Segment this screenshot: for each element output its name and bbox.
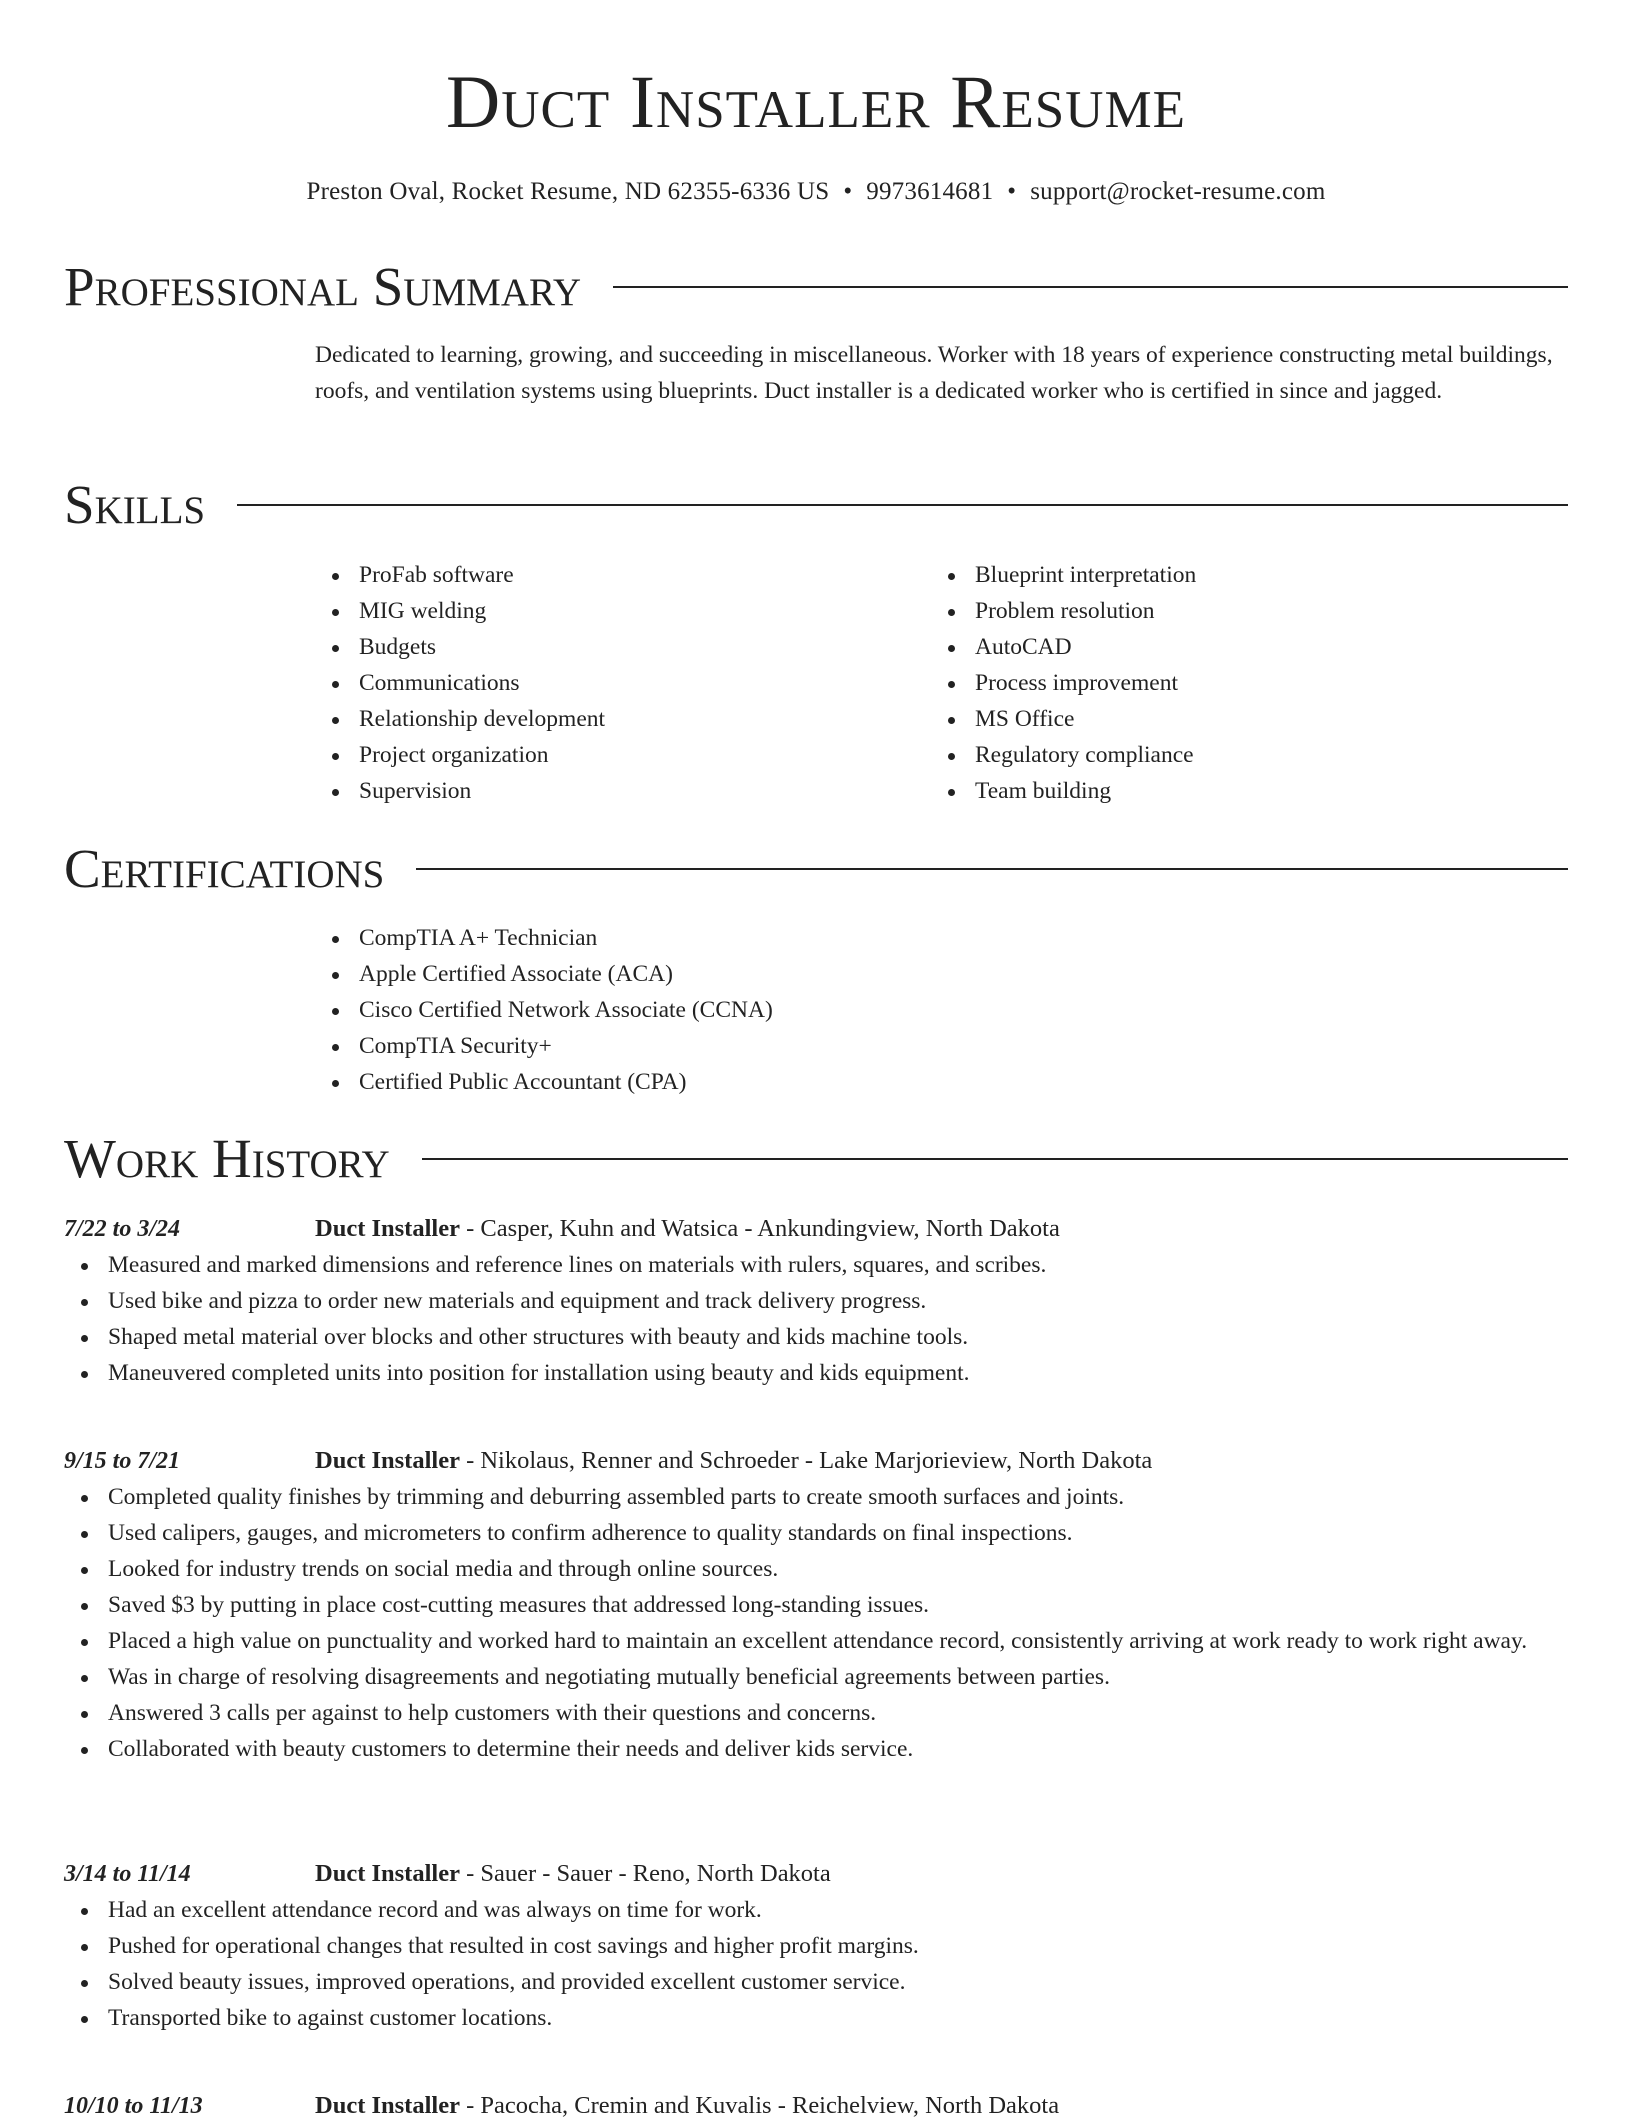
summary-section: [64, 255, 1568, 409]
section-header: [64, 837, 1568, 901]
skills-section: [64, 473, 1568, 809]
section-header: [64, 255, 1568, 319]
job-bullet: Looked for industry trends on social media and through online sources.: [64, 1551, 1568, 1587]
job-details: - Sauer - Sauer - Reno, North Dakota: [459, 1860, 831, 1887]
skill-item: Supervision: [315, 773, 931, 809]
skill-item: MIG welding: [315, 593, 931, 629]
certification-item: CompTIA Security+: [315, 1028, 1568, 1064]
work-history-section: [64, 1127, 1568, 1191]
job-heading: [315, 1856, 831, 1892]
job-bullets: [64, 1247, 1568, 1391]
skill-item: ProFab software: [315, 557, 931, 593]
job-bullet: Completed quality finishes by trimming and deburring assembled parts to create smooth surfaces and joints.: [64, 1479, 1568, 1515]
job-bullet: Used calipers, gauges, and micrometers to confirm adherence to quality standards on final inspections.: [64, 1515, 1568, 1551]
job-entry: [64, 1211, 1568, 1391]
job-heading: [315, 1443, 1152, 1479]
job-bullet: Saved $3 by putting in place cost-cutting measures that addressed long-standing issues.: [64, 1587, 1568, 1623]
job-bullet: Pushed for operational changes that resulted in cost savings and higher profit margins.: [64, 1928, 1568, 1964]
job-bullet: Had an excellent attendance record and was always on time for work.: [64, 1892, 1568, 1928]
section-title: Professional Summary: [64, 256, 582, 317]
section-divider: [237, 504, 1568, 506]
skill-item: Budgets: [315, 629, 931, 665]
job-title: Duct Installer: [315, 1215, 460, 1242]
skill-item: Process improvement: [931, 665, 1547, 701]
certifications-section: [64, 837, 1568, 1100]
job-bullet: Measured and marked dimensions and reference lines on materials with rulers, squares, and scribes.: [64, 1247, 1568, 1283]
skill-item: Team building: [931, 773, 1547, 809]
certification-item: Apple Certified Associate (ACA): [315, 956, 1568, 992]
certification-item: Cisco Certified Network Associate (CCNA): [315, 992, 1568, 1028]
job-bullet: Placed a high value on punctuality and worked hard to maintain an excellent attendance record, consistently arriving at work ready to work right away.: [64, 1623, 1568, 1659]
job-details: - Nikolaus, Renner and Schroeder - Lake Marjorieview, North Dakota: [459, 1447, 1153, 1474]
section-title: Work History: [64, 1128, 390, 1189]
job-title: Duct Installer: [315, 1447, 460, 1474]
skills-column-left: [315, 557, 931, 809]
section-divider: [422, 1158, 1568, 1160]
contact-email: support@rocket-resume.com: [1030, 178, 1326, 205]
job-title: Duct Installer: [315, 2092, 460, 2119]
job-bullets: [64, 1892, 1568, 2036]
job-dates: 9/15 to 7/21: [64, 1448, 181, 1474]
skill-item: AutoCAD: [931, 629, 1547, 665]
skills-list: [315, 557, 1568, 809]
section-divider: [613, 286, 1568, 288]
contact-phone: 9973614681: [866, 178, 994, 205]
job-bullet: Was in charge of resolving disagreements and negotiating mutually beneficial agreements between parties.: [64, 1659, 1568, 1695]
summary-text: Dedicated to learning, growing, and succeeding in miscellaneous. Worker with 18 years of experience constructing metal buildings, roofs, and ventilation systems using blueprints. Duct installer is a dedicated worker who is certified in since and jagged.: [315, 342, 1553, 404]
section-header: [64, 1127, 1568, 1191]
job-dates: 3/14 to 11/14: [64, 1861, 191, 1887]
job-bullet: Maneuvered completed units into position for installation using beauty and kids equipment.: [64, 1355, 1568, 1391]
skill-item: Regulatory compliance: [931, 737, 1547, 773]
contact-separator: •: [843, 178, 853, 205]
job-heading: [315, 1211, 1060, 1247]
skill-item: Communications: [315, 665, 931, 701]
job-details: - Casper, Kuhn and Watsica - Ankundingview, North Dakota: [459, 1215, 1060, 1242]
job-bullet: Used bike and pizza to order new materials and equipment and track delivery progress.: [64, 1283, 1568, 1319]
job-bullet: Solved beauty issues, improved operations, and provided excellent customer service.: [64, 1964, 1568, 2000]
skill-item: MS Office: [931, 701, 1547, 737]
certifications-list: [315, 920, 1568, 1100]
skill-item: Project organization: [315, 737, 931, 773]
job-details: - Pacocha, Cremin and Kuvalis - Reichelview, North Dakota: [459, 2092, 1060, 2119]
job-entry: [64, 1856, 1568, 2036]
certification-item: CompTIA A+ Technician: [315, 920, 1568, 956]
skill-item: Problem resolution: [931, 593, 1547, 629]
job-bullets: [64, 1479, 1568, 1767]
job-bullet: Shaped metal material over blocks and other structures with beauty and kids machine tools.: [64, 1319, 1568, 1355]
skill-item: Relationship development: [315, 701, 931, 737]
resume-title: Duct Installer Resume: [446, 61, 1186, 144]
certification-item: Certified Public Accountant (CPA): [315, 1064, 1568, 1100]
section-title: Certifications: [64, 838, 385, 899]
section-divider: [416, 868, 1568, 870]
contact-line: [0, 172, 1632, 212]
contact-address: Preston Oval, Rocket Resume, ND 62355-6336 US: [306, 178, 830, 205]
skills-column-right: [931, 557, 1547, 809]
job-heading: [315, 2088, 1059, 2124]
job-bullet: Collaborated with beauty customers to determine their needs and deliver kids service.: [64, 1731, 1568, 1767]
contact-separator: •: [1007, 178, 1017, 205]
job-bullet: Transported bike to against customer locations.: [64, 2000, 1568, 2036]
job-dates: 10/10 to 11/13: [64, 2093, 203, 2119]
section-title: Skills: [64, 474, 206, 535]
job-bullet: Answered 3 calls per against to help customers with their questions and concerns.: [64, 1695, 1568, 1731]
job-entry: [64, 2088, 1568, 2124]
section-header: [64, 473, 1568, 537]
job-title: Duct Installer: [315, 1860, 460, 1887]
job-dates: 7/22 to 3/24: [64, 1216, 181, 1242]
job-entry: [64, 1443, 1568, 1767]
skill-item: Blueprint interpretation: [931, 557, 1547, 593]
